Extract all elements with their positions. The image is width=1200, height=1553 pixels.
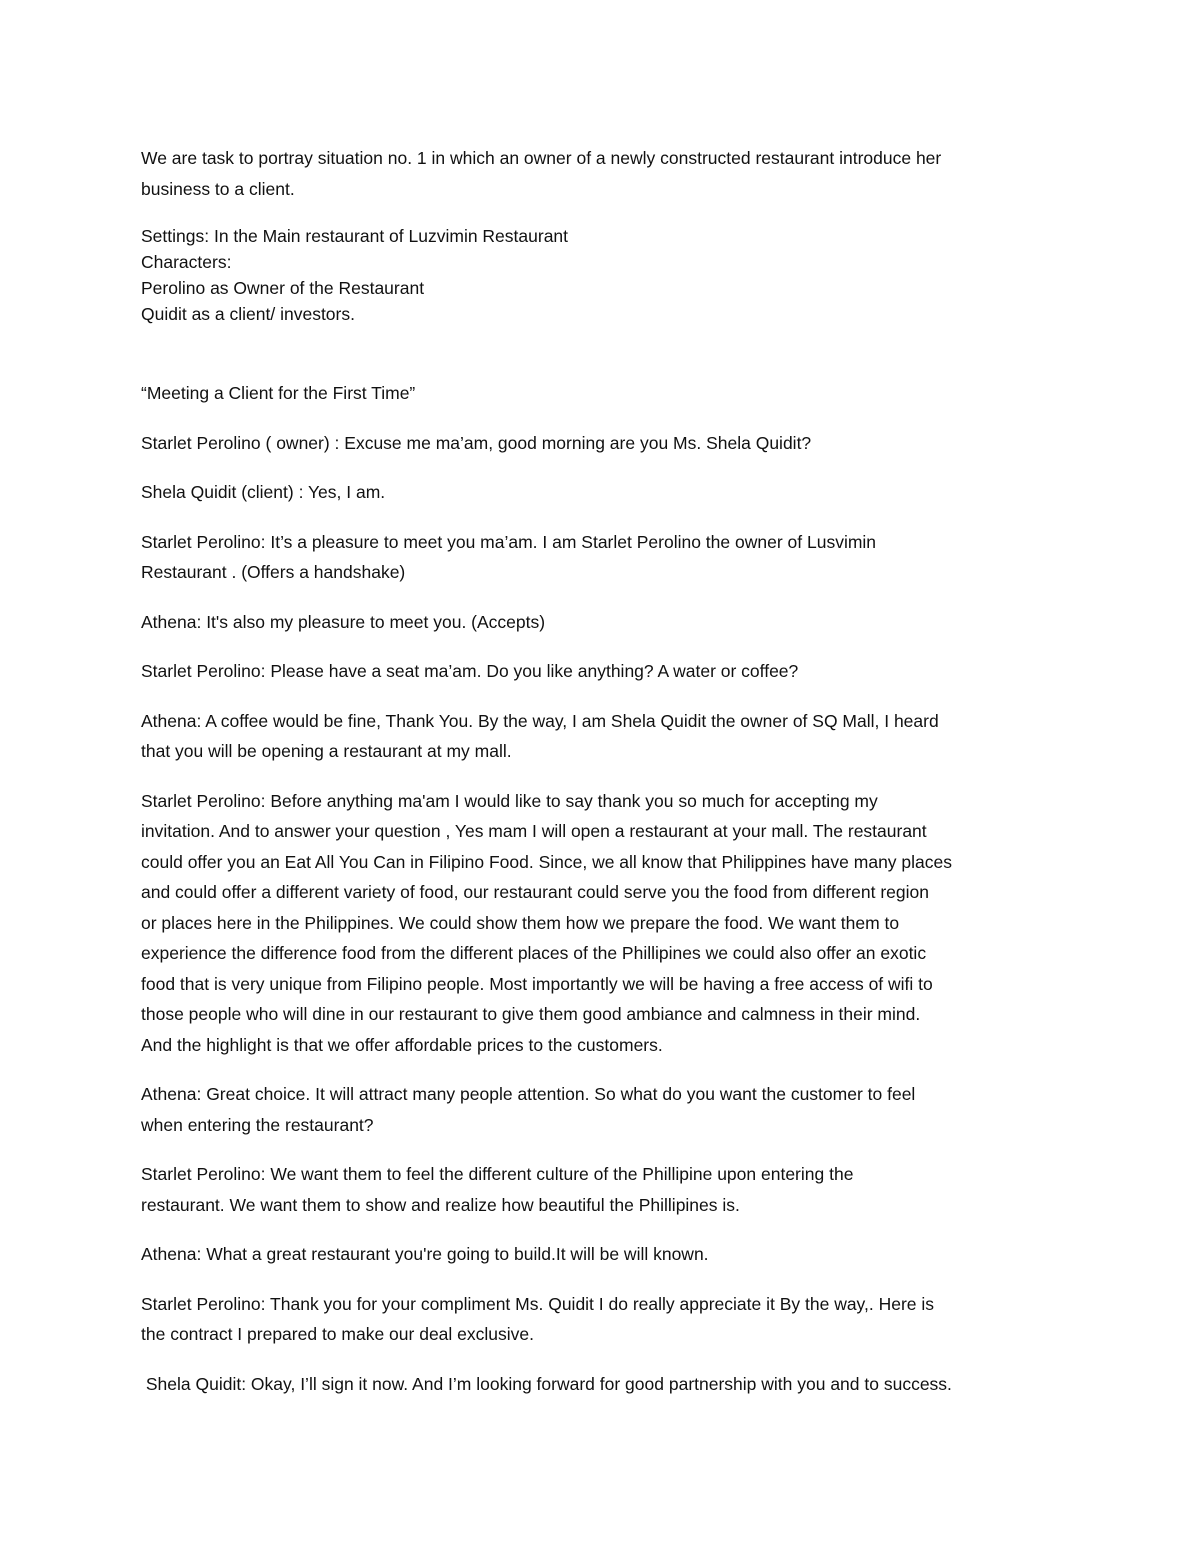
character-quidit: Quidit as a client/ investors.	[141, 304, 355, 324]
text-line: business to a client.	[141, 178, 295, 199]
dialogue-line-8	[141, 1079, 1070, 1140]
characters-heading: Characters:	[141, 252, 232, 272]
dialogue-line-4	[141, 607, 1070, 638]
text-line: that you will be opening a restaurant at my mall.	[141, 741, 512, 761]
text-line: Shela Quidit (client) : Yes, I am.	[141, 482, 386, 502]
text-line: Starlet Perolino: It’s a pleasure to meet you ma’am. I am Starlet Perolino the owner of Lusvimin	[141, 531, 877, 552]
dialogue-line-10	[141, 1239, 1070, 1270]
text-line: Starlet Perolino: We want them to feel the different culture of the Phillipine upon entering the	[141, 1164, 854, 1184]
dialogue-line-3	[141, 527, 1070, 588]
text-line: invitation. And to answer your question , Yes mam I will open a restaurant at your mall. The restaurant	[141, 821, 927, 841]
text-line: Athena: A coffee would be fine, Thank You. By the way, I am Shela Quidit the owner of SQ Mall, I heard	[141, 710, 939, 731]
text-line: Athena: It's also my pleasure to meet you. (Accepts)	[141, 611, 546, 632]
text-line: the contract I prepared to make our deal exclusive.	[141, 1324, 534, 1344]
dialogue-line-12	[141, 1369, 1070, 1400]
setup-paragraph	[141, 223, 1070, 327]
text-line: and could offer a different variety of food, our restaurant could serve you the food from different region	[141, 882, 929, 902]
dialogue-line-1	[141, 428, 1070, 459]
text-line: Starlet Perolino: Thank you for your compliment Ms. Quidit I do really appreciate it By the way,. Here is	[141, 1293, 935, 1314]
text-line: And the highlight is that we offer affordable prices to the customers.	[141, 1034, 663, 1055]
settings-line: Settings: In the Main restaurant of Luzvimin Restaurant	[141, 226, 569, 246]
text-line: could offer you an Eat All You Can in Filipino Food. Since, we all know that Philippines have many places	[141, 851, 952, 872]
text-line: restaurant. We want them to show and realize how beautiful the Phillipines is.	[141, 1194, 740, 1215]
text-line: Athena: What a great restaurant you're going to build.It will be will known.	[141, 1244, 709, 1264]
dialogue-title	[141, 378, 1070, 409]
text-line: We are task to portray situation no. 1 in which an owner of a newly constructed restaurant introduce her	[141, 148, 942, 168]
dialogue-line-11	[141, 1289, 1070, 1350]
dialogue-line-2	[141, 477, 1070, 508]
title-line: “Meeting a Client for the First Time”	[141, 383, 416, 403]
text-line: those people who will dine in our restaurant to give them good ambiance and calmness in their mind.	[141, 1004, 921, 1024]
text-line: Starlet Perolino: Before anything ma'am I would like to say thank you so much for accepting my	[141, 790, 878, 811]
spacer	[141, 327, 1070, 378]
text-line: when entering the restaurant?	[141, 1114, 374, 1135]
text-line: or places here in the Philippines. We could show them how we prepare the food. We want them to	[141, 912, 900, 933]
character-perolino: Perolino as Owner of the Restaurant	[141, 278, 425, 298]
dialogue-line-6	[141, 706, 1070, 767]
text-line: Restaurant . (Offers a handshake)	[141, 562, 406, 582]
dialogue-line-9	[141, 1159, 1070, 1220]
text-line: food that is very unique from Filipino people. Most importantly we will be having a free access of wifi to	[141, 973, 933, 994]
dialogue-line-5	[141, 656, 1070, 687]
intro-paragraph	[141, 143, 1070, 204]
text-line: Starlet Perolino ( owner) : Excuse me ma’am, good morning are you Ms. Shela Quidit?	[141, 432, 812, 453]
text-line: experience the difference food from the different places of the Phillipines we could also offer an exotic	[141, 943, 927, 963]
dialogue-line-7	[141, 786, 1070, 1061]
text-line: Athena: Great choice. It will attract many people attention. So what do you want the customer to feel	[141, 1084, 916, 1104]
text-line: Starlet Perolino: Please have a seat ma’am. Do you like anything? A water or coffee?	[141, 661, 799, 681]
text-line: Shela Quidit: Okay, I’ll sign it now. And I’m looking forward for good partnership with you and to success.	[141, 1373, 952, 1394]
